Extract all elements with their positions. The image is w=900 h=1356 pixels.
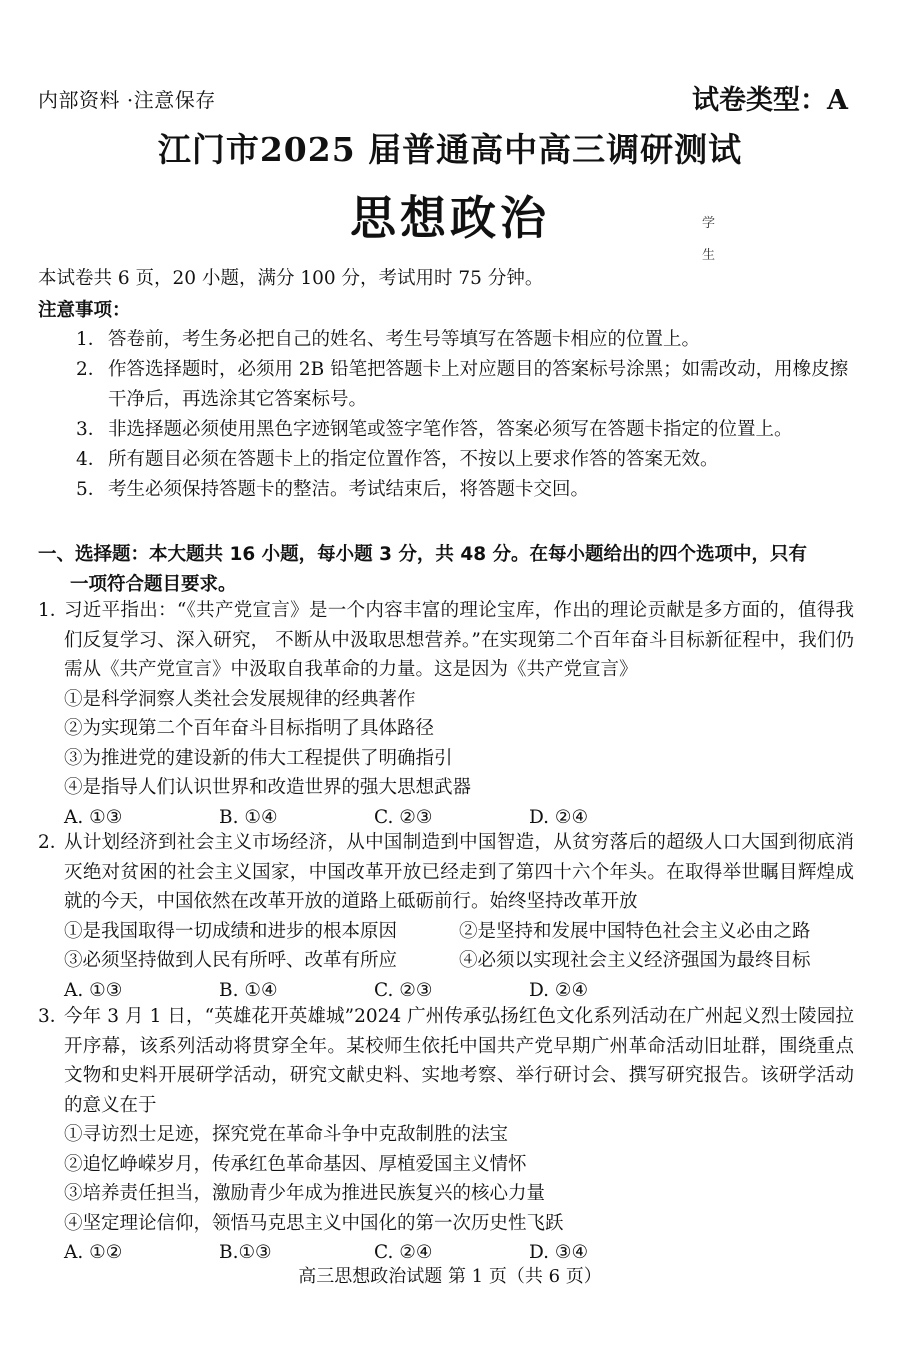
option-item: ②为实现第二个百年奋斗目标指明了具体路径 — [64, 718, 435, 739]
notice-text: 答卷前，考生务必把自己的姓名、考生号等填写在答题卡相应的位置上。 — [108, 329, 701, 350]
notice-text: 作答选择题时，必须用 2B 铅笔把答题卡上对应题目的答案标号涂黑；如需改动，用橡皮擦干净后，再选涂其它答案标号。 — [108, 359, 849, 410]
question-1 — [38, 596, 854, 832]
option-item: ③必须坚持做到人民有所呼、改革有所应 — [64, 950, 398, 971]
option-item: ④是指导人们认识世界和改造世界的强大思想武器 — [64, 777, 472, 798]
answer-a: A. ①② — [64, 1242, 123, 1263]
section-heading-line2: 一项符合题目要求。 — [70, 574, 237, 595]
section-heading — [38, 540, 852, 600]
answer-b: B. ①④ — [219, 806, 278, 828]
exam-intro: 本试卷共 6 页，20 小题，满分 100 分，考试用时 75 分钟。 — [38, 268, 544, 289]
answer-a: A. ①③ — [64, 979, 123, 1001]
answer-b: B. ①④ — [219, 979, 278, 1001]
question-text: 从计划经济到社会主义市场经济，从中国制造到中国智造，从贫穷落后的超级人口大国到彻底消灭绝对贫困的社会主义国家，中国改革开放已经走到了第四十六个年头。在取得举世瞩目辉煌成就的今天，中国依然在改革开放的道路上砥砺前行。始终坚持改革开放 — [64, 832, 854, 912]
answer-d: D. ③④ — [529, 1242, 589, 1263]
answer-d: D. ②④ — [529, 979, 589, 1001]
section-heading-line1: 一、选择题：本大题共 16 小题，每小题 3 分，共 48 分。在每小题给出的四个选项中，只有 — [38, 544, 808, 565]
option-item: ④坚定理论信仰，领悟马克思主义中国化的第一次历史性飞跃 — [64, 1212, 564, 1234]
notice-text: 所有题目必须在答题卡上的指定位置作答，不按以上要求作答的答案无效。 — [108, 449, 719, 470]
option-item: ②是坚持和发展中国特色社会主义必由之路 — [459, 920, 811, 942]
answer-choices — [38, 976, 854, 1006]
notice-item — [76, 445, 860, 475]
question-text: 习近平指出：“《共产党宣言》是一个内容丰富的理论宝库，作出的理论贡献是多方面的，值得我们反复学习、深入研究， 不断从中汲取思想营养。”在实现第二个百年奋斗目标新征程中，我们仍需从《共产党宣言》中汲取自我革命的力量。这是因为《共产党宣言》 — [64, 600, 854, 680]
option-item: ②追忆峥嵘岁月，传承红色革命基因、厚植爱国主义情怀 — [64, 1153, 527, 1175]
option-row — [38, 946, 854, 976]
answer-b: B.①③ — [219, 1242, 272, 1263]
notice-item — [76, 415, 860, 445]
option-item: ④必须以实现社会主义经济强国为最终目标 — [459, 950, 811, 971]
question-stem — [38, 1002, 854, 1120]
option-row — [38, 917, 854, 947]
notice-heading: 注意事项： — [38, 300, 131, 321]
notice-number: 2． — [76, 359, 107, 380]
notice-list — [76, 325, 860, 505]
option-item: ③为推进党的建设新的伟大工程提供了明确指引 — [64, 747, 453, 769]
option-item: ①是科学洞察人类社会发展规律的经典著作 — [64, 688, 416, 710]
notice-item — [76, 475, 860, 505]
notice-number: 3． — [76, 419, 107, 440]
confidential-note: 内部资料 ·注意保存 — [38, 88, 216, 112]
answer-c: C. ②③ — [374, 806, 433, 828]
notice-number: 1． — [76, 329, 107, 350]
question-stem — [38, 828, 854, 917]
side-mark-1: 学 — [702, 216, 716, 231]
option-item: ③培养责任担当，激励青少年成为推进民族复兴的核心力量 — [64, 1183, 546, 1204]
question-number: 3． — [38, 1006, 69, 1027]
question-number: 1． — [38, 600, 69, 621]
answer-c: C. ②③ — [374, 979, 433, 1001]
notice-item — [76, 355, 860, 415]
notice-number: 4． — [76, 449, 107, 470]
subject-title: 思想政治 — [350, 191, 550, 245]
option-item: ①是我国取得一切成绩和进步的根本原因 — [64, 920, 398, 942]
page-footer: 高三思想政治试题 第 1 页（共 6 页） — [298, 1266, 602, 1287]
side-mark-2: 生 — [702, 248, 716, 263]
answer-a: A. ①③ — [64, 806, 123, 828]
question-2 — [38, 828, 854, 1005]
notice-text: 考生必须保持答题卡的整洁。考试结束后，将答题卡交回。 — [108, 479, 590, 500]
question-stem — [38, 596, 854, 685]
question-number: 2． — [38, 832, 69, 853]
notice-number: 5． — [76, 479, 107, 500]
notice-item — [76, 325, 860, 355]
notice-text: 非选择题必须使用黑色字迹钢笔或签字笔作答，答案必须写在答题卡指定的位置上。 — [108, 419, 793, 440]
paper-type: 试卷类型：A — [692, 85, 848, 116]
exam-title: 江门市2025 届普通高中高三调研测试 — [157, 130, 743, 169]
answer-d: D. ②④ — [529, 806, 589, 828]
option-item: ①寻访烈士足迹，探究党在革命斗争中克敌制胜的法宝 — [64, 1124, 509, 1145]
question-text: 今年 3 月 1 日，“英雄花开英雄城”2024 广州传承弘扬红色文化系列活动在广州起义烈士陵园拉开序幕，该系列活动将贯穿全年。某校师生依托中国共产党早期广州革命活动旧址群，围绕重点文物和史料开展研学活动，研究文献史料、实地考察、举行研讨会、撰写研究报告。该研学活动的意义在于 — [64, 1006, 854, 1116]
answer-c: C. ②④ — [374, 1242, 433, 1263]
question-3 — [38, 1002, 854, 1268]
